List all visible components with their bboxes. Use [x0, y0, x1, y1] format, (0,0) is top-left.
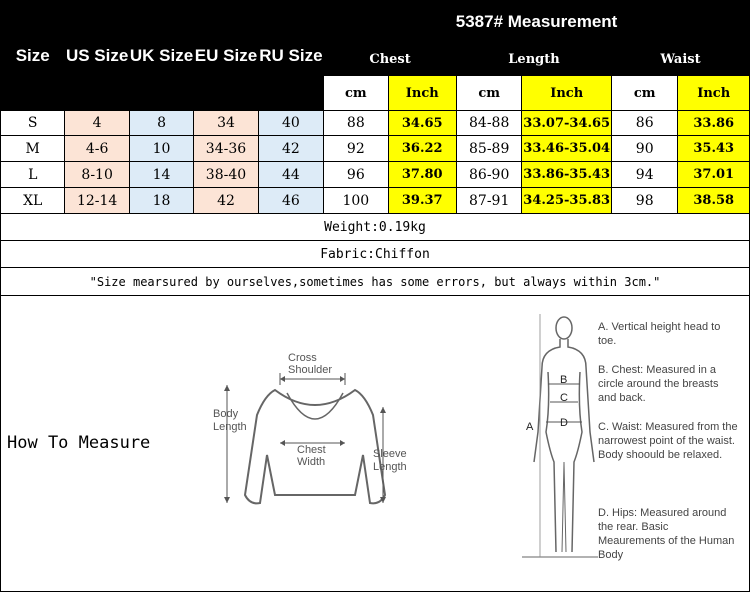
chest-header: Chest	[324, 43, 457, 76]
ru-cell: 46	[258, 188, 323, 214]
table-row	[1, 162, 750, 188]
body-figure	[520, 312, 600, 567]
chest-cm-cell: 88	[324, 111, 388, 136]
desc-a: A. Vertical height head to toe.	[598, 321, 721, 347]
size-cell: XL	[1, 188, 65, 214]
eu-cell: 34-36	[194, 136, 258, 162]
uk-cell: 18	[129, 188, 193, 214]
fig-label-d: D	[560, 417, 568, 429]
chest-label-2: Width	[297, 456, 326, 468]
eu-cell: 34	[194, 111, 258, 136]
size-cell: S	[1, 111, 65, 136]
eu-cell: 42	[194, 188, 258, 214]
desc-b: B. Chest: Measured in a circle around the breasts and back.	[598, 364, 719, 404]
length-header: Length	[456, 43, 611, 76]
waist-cm-cell: 94	[612, 162, 678, 188]
uk-cell: 10	[129, 136, 193, 162]
length-inch-cell: 34.25-35.83	[522, 188, 612, 214]
waist-inch-cell: 33.86	[678, 111, 750, 136]
waist-inch-cell: 38.58	[678, 188, 750, 214]
fig-label-a: A	[526, 421, 534, 433]
measurement-note: "Size mearsured by ourselves,sometimes has some errors, but always within 3cm."	[1, 268, 750, 296]
length-cm-header: cm	[456, 76, 521, 111]
chest-inch-cell: 37.80	[388, 162, 456, 188]
sweater-diagram	[205, 345, 435, 515]
length-cm-cell: 86-90	[456, 162, 521, 188]
waist-cm-header: cm	[612, 76, 678, 111]
chest-cm-cell: 100	[324, 188, 388, 214]
cross-label-1: Cross	[288, 352, 317, 364]
size-cell: M	[1, 136, 65, 162]
size-chart-table	[0, 0, 750, 296]
body-label-1: Body	[213, 408, 239, 420]
ru-cell: 44	[258, 162, 323, 188]
measurement-title: 5387# Measurement	[324, 1, 750, 43]
waist-inch-header: Inch	[678, 76, 750, 111]
ru-cell: 42	[258, 136, 323, 162]
length-inch-header: Inch	[522, 76, 612, 111]
waist-inch-cell: 37.01	[678, 162, 750, 188]
chest-cm-cell: 96	[324, 162, 388, 188]
chest-inch-cell: 39.37	[388, 188, 456, 214]
table-row	[1, 188, 750, 214]
us-cell: 8-10	[65, 162, 129, 188]
length-cm-cell: 85-89	[456, 136, 521, 162]
cross-label-2: Shoulder	[288, 364, 333, 376]
fig-label-c: C	[560, 392, 568, 404]
uk-cell: 8	[129, 111, 193, 136]
us-cell: 4	[65, 111, 129, 136]
length-inch-cell: 33.46-35.04	[522, 136, 612, 162]
chest-cm-cell: 92	[324, 136, 388, 162]
table-row	[1, 111, 750, 136]
table-row	[1, 136, 750, 162]
chest-inch-cell: 36.22	[388, 136, 456, 162]
waist-header: Waist	[612, 43, 750, 76]
length-inch-cell: 33.86-35.43	[522, 162, 612, 188]
waist-cm-cell: 90	[612, 136, 678, 162]
ru-cell: 40	[258, 111, 323, 136]
length-cm-cell: 87-91	[456, 188, 521, 214]
waist-cm-cell: 98	[612, 188, 678, 214]
chest-cm-header: cm	[324, 76, 388, 111]
waist-cm-cell: 86	[612, 111, 678, 136]
ru-size-header: RU Size	[258, 1, 323, 111]
us-cell: 12-14	[65, 188, 129, 214]
desc-d: D. Hips: Measured around the rear. Basic Meaurements of the Human Body	[598, 507, 735, 561]
eu-size-header: EU Size	[194, 1, 258, 111]
desc-c: C. Waist: Measured from the narrowest point of the waist. Body shoould be relaxed.	[598, 421, 738, 461]
fig-label-b: B	[560, 374, 568, 386]
how-to-measure-label: How To Measure	[7, 433, 151, 453]
chest-label-1: Chest	[297, 444, 326, 456]
chest-inch-cell: 34.65	[388, 111, 456, 136]
chest-inch-header: Inch	[388, 76, 456, 111]
us-cell: 4-6	[65, 136, 129, 162]
size-cell: L	[1, 162, 65, 188]
waist-inch-cell: 35.43	[678, 136, 750, 162]
weight-info: Weight:0.19kg	[1, 214, 750, 241]
length-cm-cell: 84-88	[456, 111, 521, 136]
body-label-2: Length	[213, 421, 247, 433]
eu-cell: 38-40	[194, 162, 258, 188]
sleeve-label-2: Length	[373, 461, 407, 473]
sleeve-label-1: Sleeve	[373, 448, 407, 460]
us-size-header: US Size	[65, 1, 129, 111]
uk-cell: 14	[129, 162, 193, 188]
length-inch-cell: 33.07-34.65	[522, 111, 612, 136]
uk-size-header: UK Size	[129, 1, 193, 111]
fabric-info: Fabric:Chiffon	[1, 241, 750, 268]
size-header: Size	[1, 1, 65, 111]
